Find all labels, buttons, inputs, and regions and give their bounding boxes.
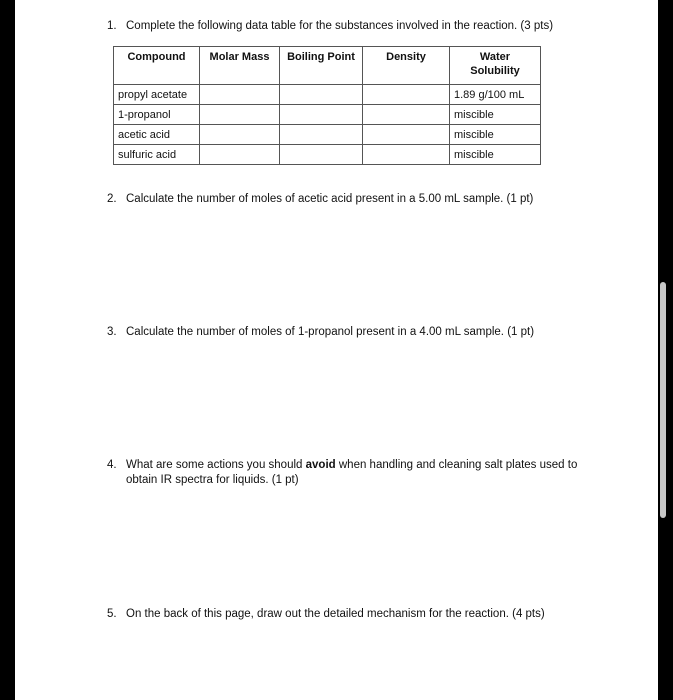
question-text: Calculate the number of moles of acetic acid present in a 5.00 mL sample. (1 pt) <box>126 193 534 205</box>
header-density: Density <box>363 47 450 85</box>
table-row <box>114 85 541 105</box>
cell-density <box>363 125 450 145</box>
question-number: 3. <box>107 326 117 338</box>
cell-boiling-point <box>280 105 363 125</box>
cell-density <box>363 145 450 165</box>
header-boiling-point: Boiling Point <box>280 47 363 85</box>
cell-water-solubility: miscible <box>450 125 541 145</box>
question-text: Calculate the number of moles of 1-propanol present in a 4.00 mL sample. (1 pt) <box>126 326 535 338</box>
cell-molar-mass <box>200 125 280 145</box>
document-page <box>15 0 658 700</box>
table-header-row <box>114 47 541 85</box>
cell-water-solubility: miscible <box>450 145 541 165</box>
cell-boiling-point <box>280 85 363 105</box>
cell-density <box>363 105 450 125</box>
table-row <box>114 125 541 145</box>
cell-compound: propyl acetate <box>114 85 200 105</box>
cell-compound: sulfuric acid <box>114 145 200 165</box>
question-number: 1. <box>107 20 117 32</box>
table-row <box>114 145 541 165</box>
question-text <box>126 458 604 488</box>
cell-molar-mass <box>200 105 280 125</box>
cell-compound: 1-propanol <box>114 105 200 125</box>
cell-water-solubility: miscible <box>450 105 541 125</box>
cell-compound: acetic acid <box>114 125 200 145</box>
cell-boiling-point <box>280 145 363 165</box>
question-number: 5. <box>107 608 117 620</box>
question-text: On the back of this page, draw out the detailed mechanism for the reaction. (4 pts) <box>126 608 545 620</box>
cell-density <box>363 85 450 105</box>
question-number: 2. <box>107 193 117 205</box>
table-row <box>114 105 541 125</box>
data-table <box>113 46 541 165</box>
question-text-before: What are some actions you should <box>126 459 306 471</box>
question-text-emphasis: avoid <box>305 459 336 471</box>
scrollbar-thumb[interactable] <box>660 282 666 518</box>
question-text-after: when handling and cleaning salt plates used to obtain IR spectra for liquids. (1 pt) <box>126 459 578 486</box>
header-water-solubility: Water Solubility <box>450 47 541 85</box>
cell-molar-mass <box>200 145 280 165</box>
question-text: Complete the following data table for the substances involved in the reaction. (3 pts) <box>126 20 554 32</box>
header-compound: Compound <box>114 47 200 85</box>
header-molar-mass: Molar Mass <box>200 47 280 85</box>
cell-molar-mass <box>200 85 280 105</box>
question-number: 4. <box>107 459 117 471</box>
cell-boiling-point <box>280 125 363 145</box>
cell-water-solubility: 1.89 g/100 mL <box>450 85 541 105</box>
